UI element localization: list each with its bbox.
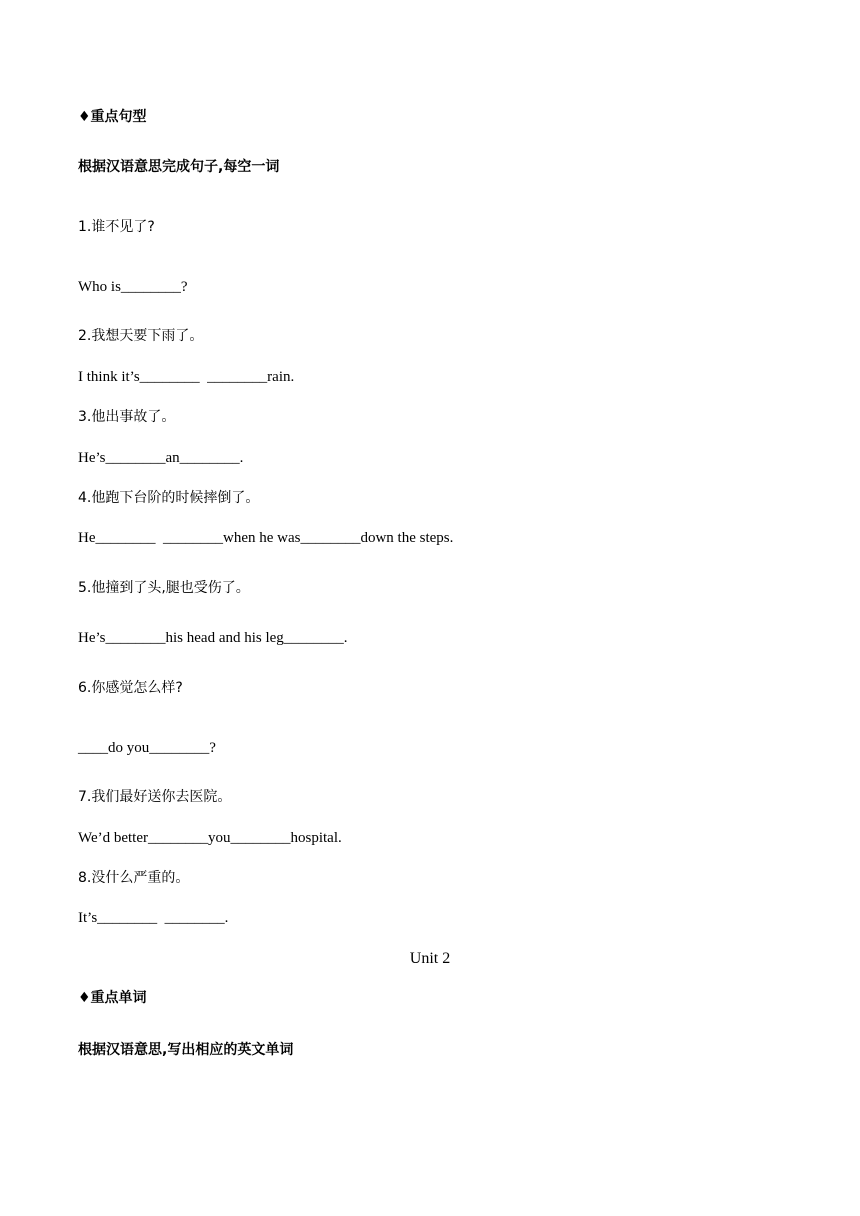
question-4-english: He________ ________when he was________down the steps.: [78, 530, 454, 546]
question-8-english: It’s________ ________.: [78, 910, 229, 926]
question-4-chinese: 4.他跑下台阶的时候摔倒了。: [78, 490, 260, 506]
question-7-english: We’d better________you________hospital.: [78, 830, 342, 846]
question-3-chinese: 3.他出事故了。: [78, 409, 176, 425]
question-1-english: Who is________?: [78, 279, 188, 295]
question-3-english: He’s________an________.: [78, 450, 244, 466]
question-6-english: ____do you________?: [78, 740, 216, 756]
question-7-chinese: 7.我们最好送你去医院。: [78, 789, 232, 805]
question-6-chinese: 6.你感觉怎么样?: [78, 680, 183, 696]
question-5-english: He’s________his head and his leg________.: [78, 630, 348, 646]
question-2-english: I think it’s________ ________rain.: [78, 369, 295, 385]
question-5-chinese: 5.他撞到了头,腿也受伤了。: [78, 580, 250, 596]
section-instruction: 根据汉语意思完成句子,每空一词: [78, 159, 280, 175]
unit-title: Unit 2: [409, 950, 451, 967]
question-1-chinese: 1.谁不见了?: [78, 219, 155, 235]
section-heading-key-words: ♦重点单词: [78, 990, 147, 1006]
question-8-chinese: 8.没什么严重的。: [78, 870, 190, 886]
section-heading-key-sentences: ♦重点句型: [78, 109, 147, 125]
section-instruction-words: 根据汉语意思,写出相应的英文单词: [78, 1042, 294, 1058]
question-2-chinese: 2.我想天要下雨了。: [78, 328, 204, 344]
